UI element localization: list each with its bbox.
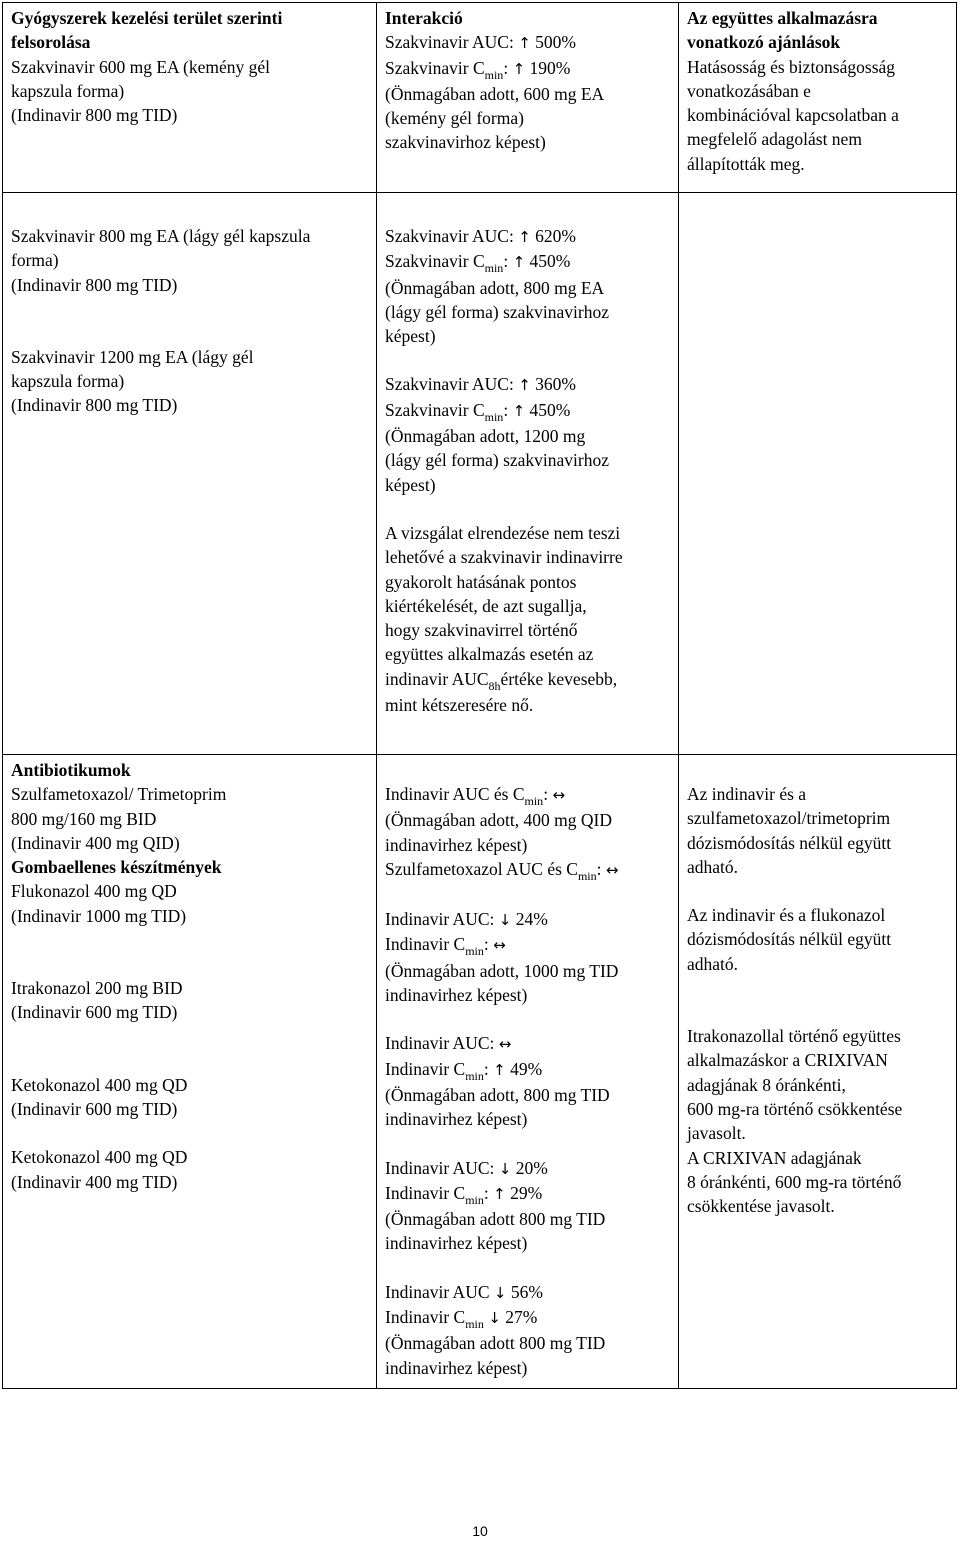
row1-drug: Szakvinavir 600 mg EA (kemény gél kapszula forma) (Indinavir 800 mg TID) bbox=[11, 56, 271, 126]
saquinavir-1200-interaction: Szakvinavir AUC: ↑ 360% Szakvinavir $C_{min}$: ↑ 450% (Önmagában adott, 1200 mg (lágy gél forma) szakvinavirhoz képest) bbox=[385, 374, 610, 495]
table-bottom-border bbox=[2, 1388, 957, 1389]
header-recommendation-cell bbox=[679, 3, 956, 176]
header-recommendation-title: Az együttes alkalmazásra vonatkozó ajánlások bbox=[687, 8, 878, 53]
increase-arrow-icon: ↑ bbox=[512, 401, 526, 420]
row3-interaction-cell bbox=[377, 779, 678, 1380]
smx-tmp-drug: Szulfametoxazol/ Trimetoprim 800 mg/160 mg BID (Indinavir 400 mg QID) bbox=[11, 784, 227, 853]
row3-drug-cell bbox=[3, 755, 376, 1194]
antibiotics-heading: Antibiotikumok bbox=[11, 760, 131, 780]
smx-tmp-recommendation: Az indinavir és a szulfametoxazol/trimetoprim dózismódosítás nélkül együtt adható. bbox=[687, 784, 892, 877]
itraconazole-interaction: Indinavir AUC: ↔ Indinavir $C_{min}$: ↑ 49% (Önmagában adott, 800 mg TID indinavirhez képest) bbox=[385, 1033, 610, 1130]
row1-recommendation: Hatásosság és biztonságosság vonatkozásában e kombinációval kapcsolatban a megfelelő adagolást nem állapították meg. bbox=[687, 56, 899, 174]
fluconazole-recommendation: Az indinavir és a flukonazol dózismódosítás nélkül együtt adható. bbox=[687, 905, 892, 974]
row1-bottom-border bbox=[2, 192, 957, 193]
row2-interaction-cell bbox=[377, 221, 678, 717]
increase-arrow-icon: ↑ bbox=[512, 253, 526, 272]
increase-arrow-icon: ↑ bbox=[512, 59, 526, 78]
row1-interaction: Szakvinavir AUC: ↑ 500% Szakvinavir $C_{min}$: ↑ 190% (Önmagában adott, 600 mg EA (kemény gél forma) szakvinavirhoz képest) bbox=[385, 32, 605, 153]
ketoconazole-recommendation: A CRIXIVAN adagjának 8 óránkénti, 600 mg-ra történő csökkentése javasolt. bbox=[687, 1147, 902, 1217]
decrease-arrow-icon: ↓ bbox=[493, 1283, 507, 1302]
no-change-arrow-icon: ↔ bbox=[605, 860, 619, 879]
itraconazole-recommendation: Itrakonazollal történő együttes alkalmazáskor a CRIXIVAN adagjának 8 óránkénti, 600 mg-ra történő csökkentése javasolt. bbox=[687, 1026, 903, 1144]
saquinavir-1200-drug: Szakvinavir 1200 mg EA (lágy gél kapszula forma) (Indinavir 800 mg TID) bbox=[11, 346, 254, 416]
itraconazole-drug: Itrakonazol 200 mg BID (Indinavir 600 mg TID) bbox=[11, 978, 183, 1023]
fluconazole-interaction: Indinavir AUC: ↓ 24% Indinavir $C_{min}$: ↔ (Önmagában adott, 1000 mg TID indinavirhez képest) bbox=[385, 909, 619, 1006]
header-drug-title: Gyógyszerek kezelési terület szerinti felsorolása bbox=[11, 8, 283, 53]
no-change-arrow-icon: ↔ bbox=[552, 786, 566, 804]
ketoconazole-600-interaction: Indinavir AUC: ↓ 20% Indinavir $C_{min}$: ↑ 29% (Önmagában adott 800 mg TID indinavirhez képest) bbox=[385, 1157, 606, 1254]
smx-tmp-interaction: Indinavir AUC és $C_{min}$: ↔ (Önmagában adott, 400 mg QID indinavirhez képest) Szulfametoxazol AUC és $C_{min}$: ↔ bbox=[385, 784, 619, 883]
fluconazole-drug: Flukonazol 400 mg QD (Indinavir 1000 mg TID) bbox=[11, 881, 187, 926]
row3-recommendation-cell bbox=[679, 779, 956, 1218]
header-drug-cell bbox=[3, 3, 376, 127]
increase-arrow-icon: ↑ bbox=[518, 376, 531, 395]
decrease-arrow-icon: ↓ bbox=[498, 911, 512, 930]
study-design-note: A vizsgálat elrendezése nem teszi lehetővé a szakvinavir indinavirre gyakorolt hatásának pontos kiértékelését, de azt sugallja, hogy szakvinavirrel történő együttes alkalmazás esetén az indinavir $AUC_{8h}értéke$ kevesebb, mint kétszeresére nő. bbox=[385, 522, 623, 716]
page-number: 10 bbox=[472, 1523, 488, 1539]
increase-arrow-icon: ↑ bbox=[493, 1060, 506, 1079]
increase-arrow-icon: ↑ bbox=[493, 1184, 506, 1203]
table-right-border bbox=[956, 2, 957, 1389]
decrease-arrow-icon: ↓ bbox=[488, 1309, 501, 1328]
header-interaction-title: Interakció bbox=[385, 8, 463, 28]
no-change-arrow-icon: ↔ bbox=[493, 936, 506, 955]
ketoconazole-400-interaction: Indinavir AUC ↓ 56% Indinavir $C_{min}$ ↓ 27% (Önmagában adott 800 mg TID indinavirhez képest) bbox=[385, 1281, 606, 1378]
increase-arrow-icon: ↑ bbox=[518, 34, 531, 53]
ketoconazole-600-drug: Ketokonazol 400 mg QD (Indinavir 600 mg TID) bbox=[11, 1074, 188, 1119]
ketoconazole-400-drug: Ketokonazol 400 mg QD (Indinavir 400 mg TID) bbox=[11, 1147, 188, 1192]
row2-drug-cell bbox=[3, 221, 376, 418]
decrease-arrow-icon: ↓ bbox=[498, 1159, 512, 1178]
antifungals-heading: Gombaellenes készítmények bbox=[11, 857, 222, 878]
saquinavir-800-interaction: Szakvinavir AUC: ↑ 620% Szakvinavir $C_{min}$: ↑ 450% (Önmagában adott, 800 mg EA (lágy gél forma) szakvinavirhoz képest) bbox=[385, 226, 610, 347]
no-change-arrow-icon: ↔ bbox=[498, 1035, 512, 1054]
header-interaction-cell bbox=[377, 3, 678, 155]
increase-arrow-icon: ↑ bbox=[518, 228, 531, 246]
saquinavir-800-drug: Szakvinavir 800 mg EA (lágy gél kapszula forma) (Indinavir 800 mg TID) bbox=[11, 226, 311, 295]
